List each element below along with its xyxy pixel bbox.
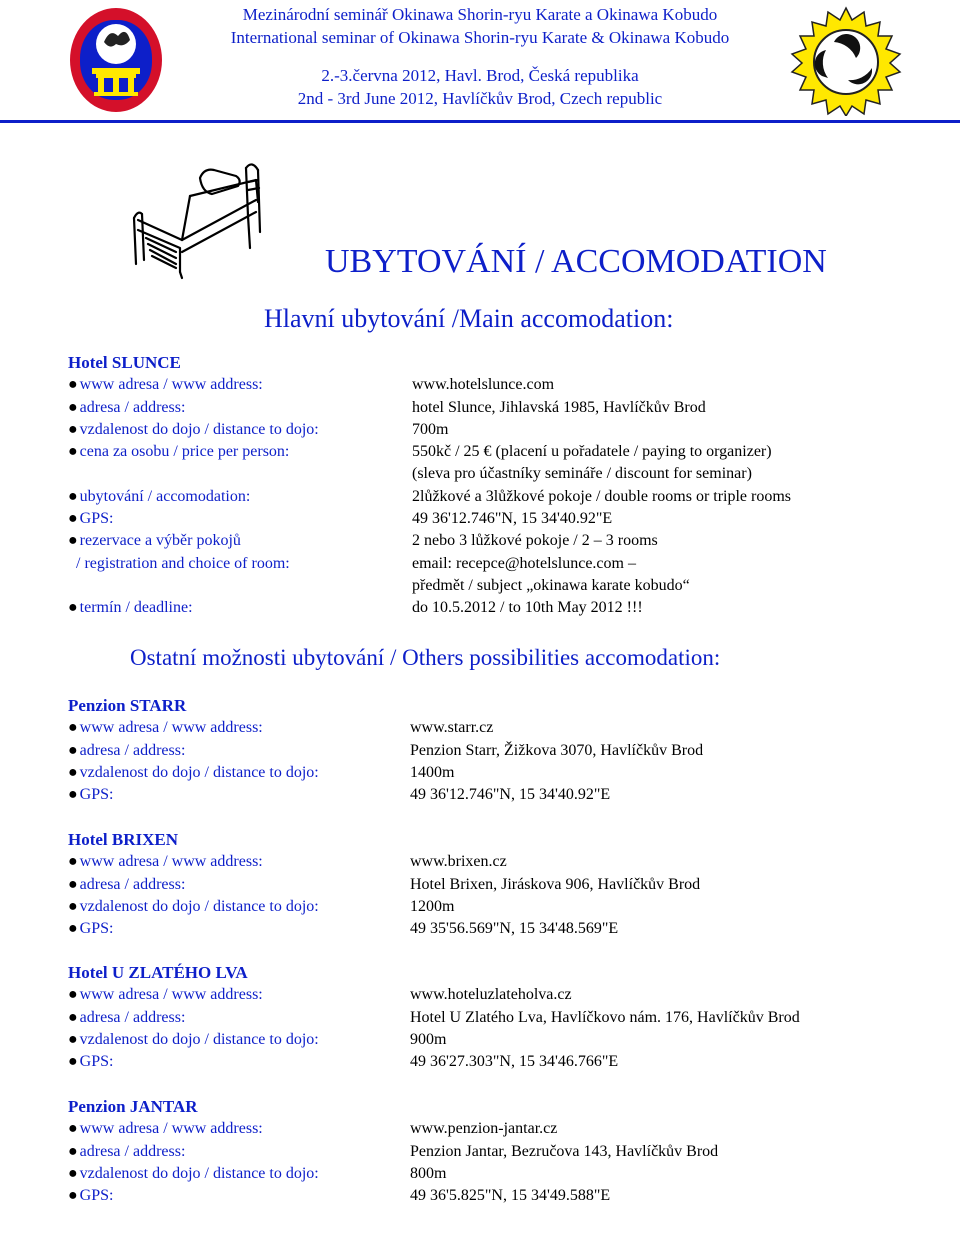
- info-row: [68, 374, 948, 396]
- bullet-icon: ●: [68, 487, 78, 505]
- bullet-icon: ●: [68, 398, 78, 416]
- header-text: [180, 4, 780, 110]
- info-value: 1400m: [410, 763, 455, 781]
- info-label: [68, 1029, 319, 1051]
- main-hotel-section: [68, 352, 948, 620]
- info-label-text: vzdalenost do dojo / distance to dojo:: [79, 420, 319, 438]
- info-value: www.starr.cz: [410, 719, 494, 737]
- header-date-cz: 2.-3.června 2012, Havl. Brod, Česká republika: [321, 66, 639, 85]
- bullet-icon: ●: [68, 376, 78, 394]
- bullet-icon: ●: [68, 1187, 78, 1205]
- info-value: 2 nebo 3 lůžkové pokoje / 2 – 3 rooms: [412, 532, 658, 550]
- info-value: www.brixen.cz: [410, 853, 507, 871]
- other-hotel-section: [68, 1096, 948, 1207]
- info-row: [68, 896, 948, 918]
- bullet-icon: ●: [68, 741, 78, 759]
- info-label-text: adresa / address:: [79, 1008, 186, 1026]
- info-label: [68, 553, 290, 575]
- info-label: [68, 374, 263, 396]
- hotel-name: Penzion STARR: [68, 696, 187, 715]
- info-label-text: ubytování / accomodation:: [79, 487, 251, 505]
- info-label-text: adresa / address:: [79, 741, 186, 759]
- info-row: [68, 851, 948, 873]
- info-label-text: www adresa / www address:: [79, 719, 263, 737]
- info-value: 900m: [410, 1030, 447, 1048]
- info-row: [68, 1185, 948, 1207]
- other-hotel-section: [68, 695, 948, 806]
- bullet-icon: ●: [68, 420, 78, 438]
- info-value: 49 36'12.746"N, 15 34'40.92"E: [412, 510, 613, 528]
- info-label: [68, 896, 319, 918]
- other-hotel-section: [68, 829, 948, 940]
- info-row: [68, 486, 948, 508]
- info-value: 49 36'27.303"N, 15 34'46.766"E: [410, 1053, 619, 1071]
- info-value: 550kč / 25 € (placení u pořadatele / paying to organizer): [412, 443, 772, 461]
- info-value: www.hoteluzlateholva.cz: [410, 986, 572, 1004]
- info-label: [68, 1141, 185, 1163]
- info-label: [68, 1051, 113, 1073]
- bullet-icon: ●: [68, 920, 78, 938]
- info-label-text: GPS:: [79, 786, 114, 804]
- info-value: 49 35'56.569"N, 15 34'48.569"E: [410, 920, 619, 938]
- info-label: [68, 1185, 113, 1207]
- info-label: [68, 508, 113, 530]
- info-value: předmět / subject „okinawa karate kobudo“: [412, 576, 690, 594]
- info-label: [68, 486, 250, 508]
- info-value: 49 36'12.746"N, 15 34'40.92"E: [410, 786, 611, 804]
- info-label: [68, 874, 185, 896]
- info-label-text: adresa / address:: [79, 875, 186, 893]
- info-row: [68, 508, 948, 530]
- info-value: (sleva pro účastníky semináře / discount for seminar): [412, 465, 752, 483]
- info-value: Hotel U Zlatého Lva, Havlíčkovo nám. 176, Havlíčkův Brod: [410, 1008, 800, 1026]
- info-label: [68, 1007, 185, 1029]
- info-label-text: / registration and choice of room:: [68, 554, 290, 572]
- info-label: [68, 984, 263, 1006]
- info-label-text: GPS:: [79, 1053, 114, 1071]
- info-value: 800m: [410, 1164, 447, 1182]
- info-row: [68, 1118, 948, 1140]
- bullet-icon: ●: [68, 986, 78, 1004]
- bullet-icon: ●: [68, 719, 78, 737]
- info-label: [68, 1118, 263, 1140]
- info-label-text: termín / deadline:: [79, 599, 193, 617]
- info-row: [68, 575, 948, 597]
- info-value: 49 36'5.825"N, 15 34'49.588"E: [410, 1187, 611, 1205]
- bullet-icon: ●: [68, 599, 78, 617]
- info-row: [68, 1051, 948, 1073]
- info-label-text: GPS:: [79, 510, 114, 528]
- info-label-text: vzdalenost do dojo / distance to dojo:: [79, 1030, 319, 1048]
- info-label-text: vzdalenost do dojo / distance to dojo:: [79, 1164, 319, 1182]
- info-label: [68, 717, 263, 739]
- page-header: [0, 0, 960, 124]
- info-label-text: GPS:: [79, 920, 114, 938]
- info-row: [68, 1007, 948, 1029]
- info-row: [68, 740, 948, 762]
- info-value: www.hotelslunce.com: [412, 376, 555, 394]
- info-label-text: www adresa / www address:: [79, 986, 263, 1004]
- info-label: [68, 530, 241, 552]
- info-label-text: www adresa / www address:: [79, 853, 263, 871]
- info-row: [68, 874, 948, 896]
- info-label-text: www adresa / www address:: [79, 1120, 263, 1138]
- info-row: [68, 597, 948, 619]
- info-row: [68, 463, 948, 485]
- other-accommodation-heading: Ostatní možnosti ubytování / Others possibilities accomodation:: [130, 645, 721, 670]
- info-row: [68, 984, 948, 1006]
- hotel-name: Penzion JANTAR: [68, 1097, 198, 1116]
- page-title: UBYTOVÁNÍ / ACCOMODATION: [325, 243, 827, 280]
- bullet-icon: ●: [68, 1142, 78, 1160]
- hotel-name: Hotel BRIXEN: [68, 830, 179, 849]
- bullet-icon: ●: [68, 897, 78, 915]
- info-value: 2lůžkové a 3lůžkové pokoje / double rooms or triple rooms: [412, 487, 792, 505]
- header-date-en: 2nd - 3rd June 2012, Havlíčkův Brod, Czech republic: [297, 88, 663, 108]
- info-label: [68, 597, 193, 619]
- info-row: [68, 397, 948, 419]
- bullet-icon: ●: [68, 1053, 78, 1071]
- info-label-text: www adresa / www address:: [79, 376, 263, 394]
- bullet-icon: ●: [68, 443, 78, 461]
- info-label-text: adresa / address:: [79, 398, 186, 416]
- info-label: [68, 1163, 319, 1185]
- info-row: [68, 553, 948, 575]
- bullet-icon: ●: [68, 510, 78, 528]
- info-label: [68, 784, 113, 806]
- info-value: Penzion Jantar, Bezručova 143, Havlíčkův Brod: [410, 1142, 719, 1160]
- header-line-en: International seminar of Okinawa Shorin-ryu Karate & Okinawa Kobudo: [230, 27, 730, 47]
- info-label-text: rezervace a výběr pokojů: [79, 532, 241, 550]
- info-label-text: cena za osobu / price per person:: [79, 443, 290, 461]
- info-label: [68, 397, 185, 419]
- info-value: 1200m: [410, 897, 455, 915]
- info-row: [68, 762, 948, 784]
- header-line-cz: Mezinárodní seminář Okinawa Shorin-ryu Karate a Okinawa Kobudo: [242, 5, 718, 24]
- info-label: [68, 740, 185, 762]
- info-label: [68, 762, 319, 784]
- info-label: [68, 419, 319, 441]
- info-value: email: recepce@hotelslunce.com –: [412, 554, 636, 572]
- info-row: [68, 530, 948, 552]
- bed-illustration-icon: [128, 160, 278, 280]
- info-value: Hotel Brixen, Jiráskova 906, Havlíčkův Brod: [410, 875, 701, 893]
- other-hotel-section: [68, 962, 948, 1073]
- bullet-icon: ●: [68, 1030, 78, 1048]
- mitsudomoe-logo-icon: [786, 6, 906, 116]
- info-label-text: GPS:: [79, 1187, 114, 1205]
- bullet-icon: ●: [68, 853, 78, 871]
- bullet-icon: ●: [68, 875, 78, 893]
- info-label: [68, 441, 289, 463]
- bullet-icon: ●: [68, 1164, 78, 1182]
- hotel-name: Hotel U ZLATÉHO LVA: [68, 963, 248, 982]
- info-value: 700m: [412, 420, 449, 438]
- bullet-icon: ●: [68, 1120, 78, 1138]
- bullet-icon: ●: [68, 532, 78, 550]
- info-row: [68, 1141, 948, 1163]
- info-row: [68, 717, 948, 739]
- info-row: [68, 918, 948, 940]
- bullet-icon: ●: [68, 1008, 78, 1026]
- okinawa-karate-logo-icon: [56, 2, 176, 118]
- info-row: [68, 1029, 948, 1051]
- info-row: [68, 784, 948, 806]
- info-label: [68, 851, 263, 873]
- info-label-text: vzdalenost do dojo / distance to dojo:: [79, 763, 319, 781]
- info-row: [68, 441, 948, 463]
- info-label: [68, 918, 113, 940]
- info-row: [68, 1163, 948, 1185]
- header-divider: [0, 120, 960, 123]
- main-accommodation-heading: Hlavní ubytování /Main accomodation:: [264, 304, 674, 333]
- bullet-icon: ●: [68, 763, 78, 781]
- bullet-icon: ●: [68, 786, 78, 804]
- info-label-text: vzdalenost do dojo / distance to dojo:: [79, 897, 319, 915]
- info-value: Penzion Starr, Žižkova 3070, Havlíčkův Brod: [410, 741, 704, 759]
- info-label-text: adresa / address:: [79, 1142, 186, 1160]
- info-value: hotel Slunce, Jihlavská 1985, Havlíčkův Brod: [412, 398, 706, 416]
- hotel-name: Hotel SLUNCE: [68, 353, 181, 372]
- info-value: www.penzion-jantar.cz: [410, 1120, 558, 1138]
- info-row: [68, 419, 948, 441]
- info-value: do 10.5.2012 / to 10th May 2012 !!!: [412, 599, 643, 617]
